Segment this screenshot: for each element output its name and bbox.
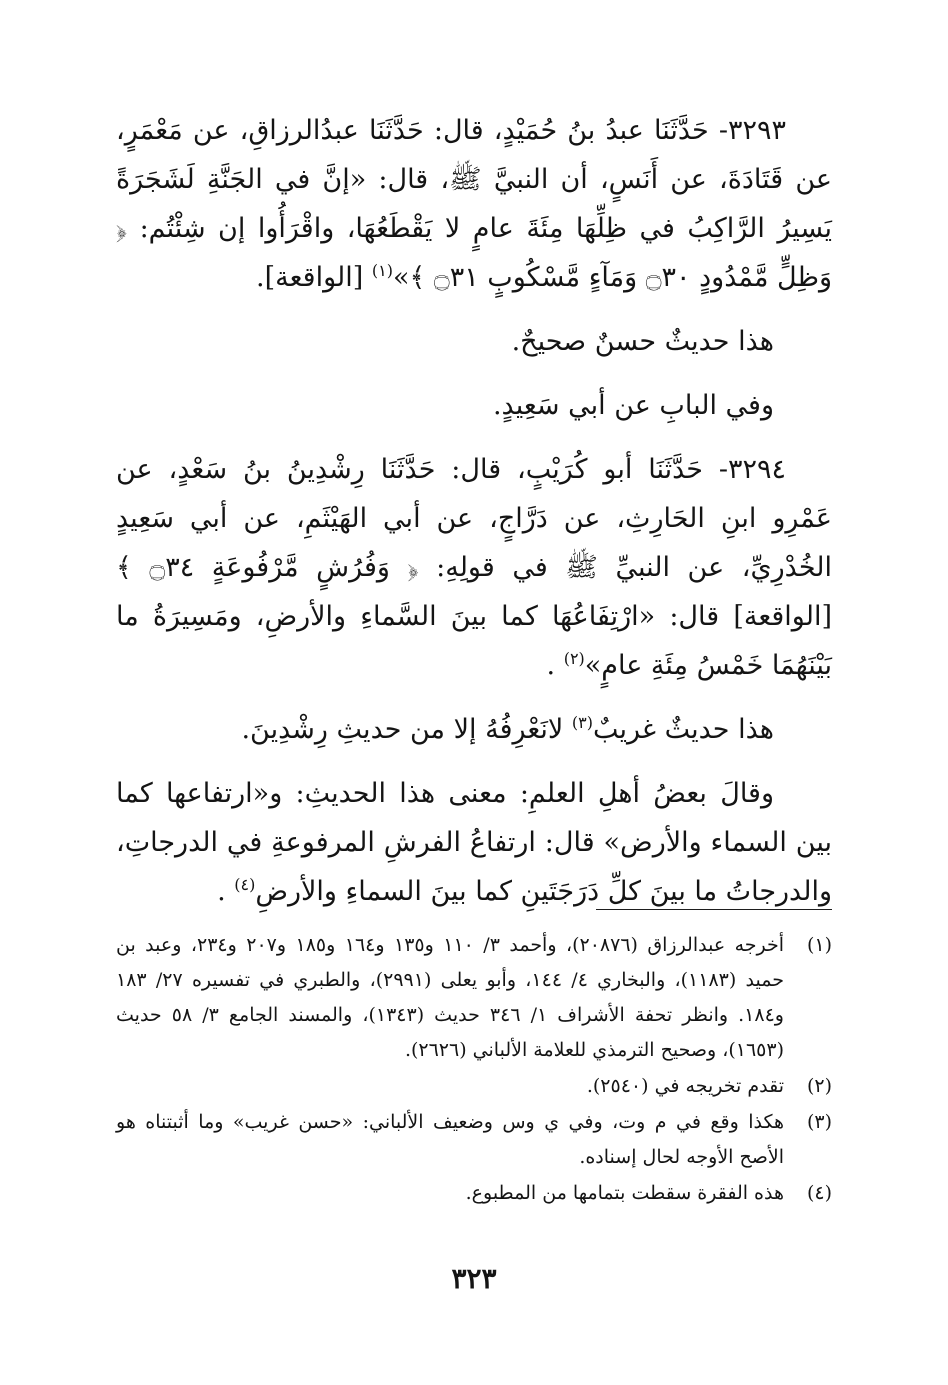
footnote-text: هكذا وقع في م وت، وفي ي وس وضعيف الألباني: «حسن غريب» وما أثبتناه هو الأصح الأوجه لحال إسناده.: [116, 1111, 784, 1168]
footnote-2: [116, 1069, 832, 1104]
scholar-commentary-tail: .: [217, 876, 235, 907]
hadith-3293-tail: [الواقعة].: [256, 262, 372, 293]
footnote-number: (٢): [806, 1075, 832, 1097]
footnote-divider: [596, 909, 832, 910]
footnote-number: (٣): [806, 1111, 832, 1133]
footnote-4: [116, 1176, 832, 1211]
grading-note-3294-b: لانَعْرِفُهُ إلا من حديثِ رِشْدِينَ.: [241, 714, 572, 745]
footnote-ref-2[interactable]: (٢): [563, 649, 585, 668]
footnote-ref-1[interactable]: (١): [371, 261, 393, 280]
footnote-1: [116, 928, 832, 1068]
footnote-number: (٤): [806, 1182, 832, 1204]
grading-note-3294-a: هذا حديثٌ غريبٌ: [592, 714, 774, 745]
footnote-ref-4[interactable]: (٤): [234, 875, 256, 894]
page-number: ٣٢٣: [451, 1262, 497, 1295]
scholar-commentary-text: وقالَ بعضُ أهلِ العلمِ: معنى هذا الحديثِ: و«ارتفاعها كما بين السماء والأرض» قال: ارتفاعُ الفرشِ المرفوعةِ في الدرجاتِ، والدرجاتُ ما بينَ كلِّ دَرَجَتَينِ كما بينَ السماءِ والأرضِ: [116, 778, 832, 907]
hadith-3293-text: ٣٢٩٣- حَدَّثَنَا عبدُ بنُ حُمَيْدٍ، قال: حَدَّثَنَا عبدُالرزاقِ، عن مَعْمَرٍ، عن قَتَادَةَ، عن أَنَسٍ، أن النبيَّ ﷺ، قال: «إنَّ في الجَنَّةِ لَشَجَرَةً يَسِيرُ الرَّاكِبُ في ظِلِّهَا مِئَةَ عامٍ لا يَقْطَعُهَا، واقْرَأُوا إن شِئْتُم: ﴿ وَظِلٍّ مَّمْدُودٍ ۝٣٠ وَمَآءٍ مَّسْكُوبٍ ۝٣١ ﴾»: [116, 115, 832, 293]
grading-note-3294: [116, 705, 832, 754]
grading-note-3293: هذا حديثٌ حسنٌ صحيحٌ.: [511, 326, 774, 357]
chapter-note-3293: وفي البابِ عن أبي سَعِيدٍ.: [492, 390, 774, 421]
footnotes: [116, 928, 832, 1212]
hadith-3294: [116, 445, 832, 690]
hadith-3294-text: ٣٢٩٤- حَدَّثَنَا أبو كُرَيْبٍ، قال: حَدَّثَنَا رِشْدِينُ بنُ سَعْدٍ، عن عَمْرِو ابنِ الحَارِثِ، عن دَرَّاجٍ، عن أبي الهَيْثَمِ، عن أبي سَعِيدٍ الخُدْرِيِّ، عن النبيِّ ﷺ في قولِهِ: ﴿ وَفُرُشٍ مَّرْفُوعَةٍ ۝٣٤ ﴾ [الواقعة] قال: «ارْتِفَاعُهَا كما بينَ السَّماءِ والأرضِ، ومَسِيرَةُ ما بَيْنَهُمَا خَمْسُ مِئَةِ عامٍ»: [116, 454, 832, 681]
footnote-ref-3[interactable]: (٣): [571, 713, 593, 732]
footnote-3: [116, 1105, 832, 1175]
hadith-3293: [116, 106, 832, 302]
hadith-3294-tail: .: [546, 650, 564, 681]
scholar-commentary: [116, 769, 832, 916]
footnote-text: تقدم تخريجه في (٢٥٤٠).: [586, 1075, 784, 1097]
footnote-text: هذه الفقرة سقطت بتمامها من المطبوع.: [465, 1182, 784, 1204]
main-text: [116, 106, 832, 931]
footnote-text: أخرجه عبدالرزاق (٢٠٨٧٦)، وأحمد ٣/ ١١٠ و١٣٥ و١٦٤ و١٨٥ و٢٠٧ و٢٣٤، وعبد بن حميد (١١٨٣)، والبخاري ٤/ ١٤٤، وأبو يعلى (٢٩٩١)، والطبري في تفسيره ٢٧/ ١٨٣ و١٨٤. وانظر تحفة الأشراف ١/ ٣٤٦ حديث (١٣٤٣)، والمسند الجامع ٣/ ٥٨ حديث (١٦٥٣)، وصحيح الترمذي للعلامة الألباني (٢٦٢٦).: [116, 934, 785, 1061]
footnote-number: (١): [806, 934, 832, 956]
